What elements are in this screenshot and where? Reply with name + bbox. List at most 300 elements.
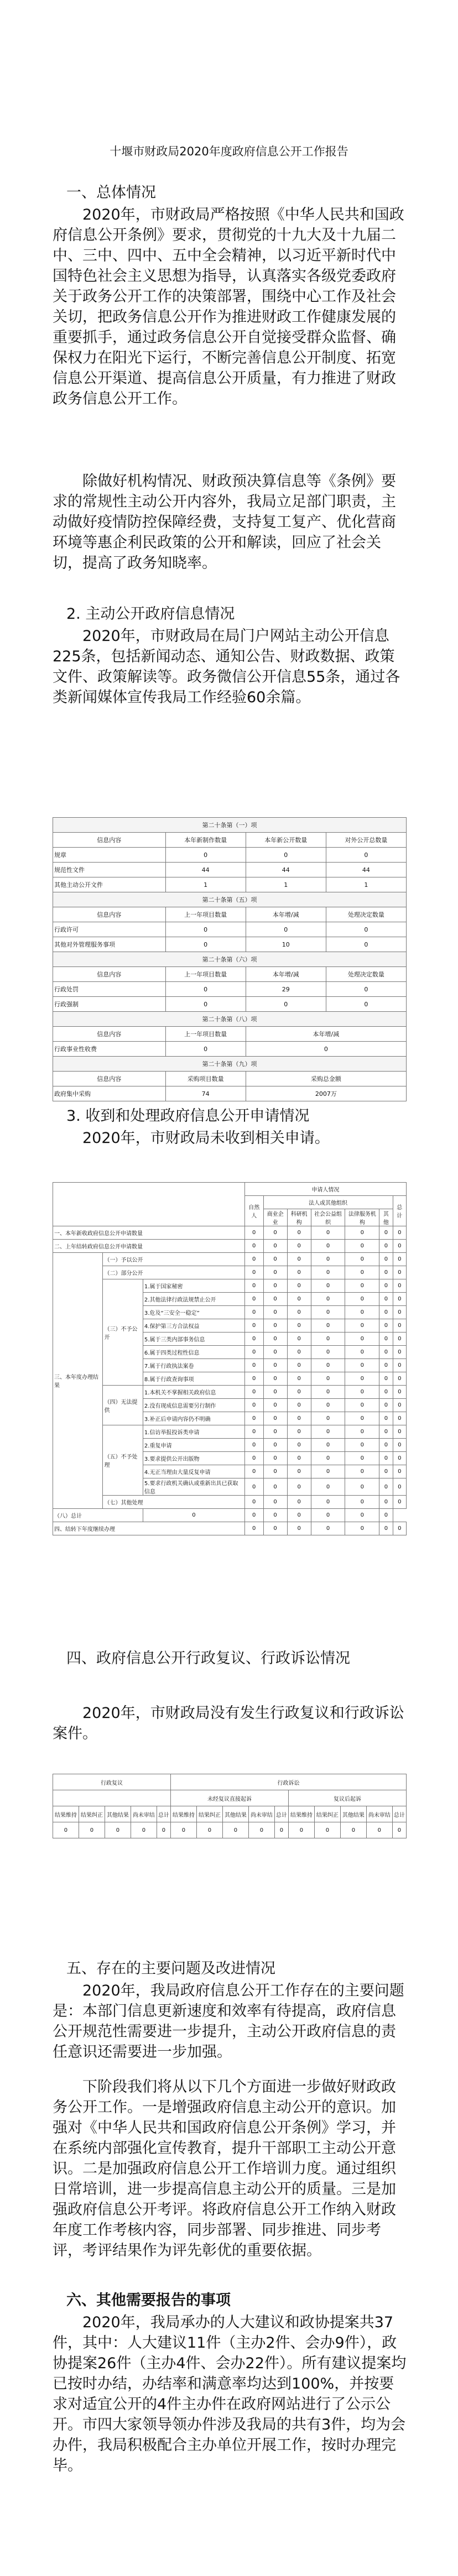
review-column-header: 结果维持 [53,1806,79,1822]
cell-value: 0 [244,1372,263,1386]
cell-value: 0 [379,1452,393,1465]
cell-value: 0 [345,1522,379,1535]
cell-value: 0 [379,1293,393,1306]
cell-value: 0 [244,1412,263,1425]
cell-value: 0 [263,1346,287,1359]
cell-value: 0 [379,1465,393,1478]
table-row [53,997,407,1012]
section-5-paragraph-1: 2020年，我局政府信息公开工作存在的主要问题是：本部门信息更新速度和效率有待提高，政府信息公开规范性需要进一步提升，主动公开政府信息的责任意识还需要进一步加强。 [53,1982,404,2061]
table1-column-header: 本年增/减 [246,967,326,982]
row-label: 2.没有现成信息需要另行制作 [143,1399,244,1412]
cell-value: 0 [393,1496,406,1509]
table-row [53,1386,407,1399]
review-lawsuit-table [53,1774,407,1838]
review-column-header: 结果纠正 [79,1806,105,1822]
section-2-paragraph-1: 2020年，市财政局在局门户网站主动公开信息225条，包括新闻动态、通知公告、财政数据、政策文件、政策解读等。政务微信公开信息55条，通过各类新闻媒体宣传我局工作经验60余篇。 [53,628,400,706]
row-label: 行政处罚 [53,982,166,997]
row-label: 5.要求行政机关确认或重新出具已获取信息 [143,1478,244,1496]
cell-value: 0 [263,1359,287,1372]
lawsuit-column-header: 结果维持 [170,1806,196,1822]
cell-value: 0 [165,937,246,952]
cell-value: 0 [165,997,246,1012]
cell-value: 0 [392,1822,406,1838]
table-row [53,1042,407,1057]
lawsuit-column-header: 结果纠正 [196,1806,222,1822]
cell-value: 0 [263,1293,287,1306]
cell-value: 0 [143,1509,244,1522]
cell-value: 0 [263,1306,287,1319]
cell-value: 0 [311,1399,345,1412]
cell-value: 0 [196,1822,222,1838]
cell-value: 0 [379,1226,393,1240]
cell-value: 0 [244,1279,263,1293]
cell-value: 0 [345,1412,379,1425]
review-column-header: 总计 [157,1806,170,1822]
row-label: 1.本机关不掌握相关政府信息 [143,1386,244,1399]
row-label: 规章 [53,848,166,863]
row-label: 3.危及“三安全一稳定” [143,1306,244,1319]
cell-value: 0 [170,1822,196,1838]
cell-value: 0 [287,1412,311,1425]
cell-value: 0 [379,1333,393,1346]
sub-header-legal-service: 法律服务机构 [345,1209,379,1226]
cell-value: 0 [244,1319,263,1333]
cell-value: 0 [287,1509,311,1522]
cell-value: 0 [379,1399,393,1412]
cell-value: 44 [326,863,406,877]
cell-value: 0 [79,1822,105,1838]
section-3-paragraph-1: 2020年，市财政局未收到相关申请。 [82,1130,330,1147]
cell-value: 0 [287,1425,311,1439]
legal-entity-header: 法人或其他组织 [263,1196,393,1209]
cell-value: 0 [287,1253,311,1266]
row-label: 其他对外管理服务事项 [53,937,166,952]
section-6-paragraph-1: 2020年，我局承办的人大建议和政协提案共37件，其中：人大建议11件（主办2件、会办9件），政协提案26件（主办4件、会办22件）。所有建议提案均已按时办结，办结率和满意率均达到100%，并按要求对适宜公开的4件主办件在政府网站进行了公示公开。市四大家领导领办件涉及我局的共有3件，均为会办件，我局积极配合主办单位开展工作，按时办理完毕。 [53,2314,407,2474]
section-1-paragraph-2: 除做好机构情况、财政预决算信息等《条例》要求的常规性主动公开内容外，我局立足部门职责，主动做好疫情防控保障经费，支持复工复产、优化营商环境等惠企利民政策的公开和解读，回应了社会关切，提高了政务知晓率。 [53,473,396,572]
direct-lawsuit-header: 未经复议直接起诉 [170,1790,288,1806]
cell-value: 0 [379,1319,393,1333]
cell-value: 0 [248,1822,274,1838]
row-label: 规范性文件 [53,863,166,877]
cell-value: 0 [345,1346,379,1359]
cell-value: 0 [263,1333,287,1346]
table1-section-header: 第二十条第（一）项 [53,818,407,833]
cell-value: 0 [263,1439,287,1452]
cell-value: 0 [246,997,326,1012]
cell-value: 0 [244,1496,263,1509]
total-header: 总计 [393,1196,406,1226]
table1-column-header: 信息内容 [53,1072,166,1086]
cell-value: 0 [311,1346,345,1359]
cell-value: 0 [311,1439,345,1452]
cell-value: 0 [263,1478,287,1496]
lawsuit-column-header: 结果维持 [288,1806,314,1822]
cell-value: 0 [379,1279,393,1293]
cell-value: 0 [263,1226,287,1240]
cell-value: 0 [263,1412,287,1425]
cell-value: 0 [326,922,406,937]
table-row [53,863,407,877]
cell-value: 0 [311,1319,345,1333]
cell-value: 0 [244,1266,263,1279]
sub-header-other: 其他 [379,1209,393,1226]
cell-value: 0 [379,1346,393,1359]
cell-value: 0 [244,1293,263,1306]
cell-value: 0 [393,1226,406,1240]
cell-value: 0 [311,1240,345,1253]
section-4-heading: 四、政府信息公开行政复议、行政诉讼情况 [66,1650,350,1667]
cell-value: 0 [263,1319,287,1333]
section-1-heading: 一、总体情况 [66,184,156,201]
review-column-header: 其他结果 [105,1806,131,1822]
table-row [53,1240,407,1253]
applicant-header: 申请人情况 [244,1183,406,1196]
after-review-header: 复议后起诉 [288,1790,406,1806]
cell-value: 0 [244,1478,263,1496]
cell-value: 0 [311,1509,345,1522]
row-label: 6.属于四类过程性信息 [143,1346,244,1359]
cell-value: 0 [105,1822,131,1838]
row-label: 5.属于三类内部事务信息 [143,1333,244,1346]
cell-value: 0 [311,1478,345,1496]
cell-value: 0 [311,1412,345,1425]
cell-value: 0 [311,1372,345,1386]
row-label: 2.其他法律行政法规禁止公开 [143,1293,244,1306]
cell-value: 0 [311,1425,345,1439]
cell-value: 0 [263,1253,287,1266]
cell-value: 0 [379,1306,393,1319]
cell-value: 0 [244,1226,263,1240]
row-label: （八）总计 [53,1509,143,1522]
section-4-paragraph-1: 2020年，市财政局没有发生行政复议和行政诉讼案件。 [53,1705,404,1742]
cell-value: 0 [311,1465,345,1478]
section-5-paragraph-2: 下阶段我们将从以下几个方面进一步做好财政政务公开工作。一是增强政府信息主动公开的意识。加强对《中华人民共和国政府信息公开条例》学习，并在系统内部强化宣传教育，提升干部职工主动公开意识。二是加强政府信息公开工作培训力度。通过组织日常培训，进一步提高信息主动公开的质量。三是加强政府信息公开考评。将政府信息公开工作纳入财政年度工作考核内容，同步部署、同步推进、同步考评，考评结果作为评先彰优的重要依据。 [53,2078,396,2259]
cell-value: 0 [287,1372,311,1386]
cell-value: 0 [263,1240,287,1253]
cell-value: 0 [393,1279,406,1293]
cell-value: 0 [287,1386,311,1399]
table-row [53,1425,407,1439]
cell-value: 0 [311,1266,345,1279]
cell-value: 0 [345,1452,379,1465]
cell-value: 0 [311,1522,345,1535]
cell-value: 0 [345,1399,379,1412]
cell-value: 1 [326,877,406,892]
cell-value: 0 [393,1425,406,1439]
cell-value: 0 [287,1465,311,1478]
cell-value: 0 [393,1266,406,1279]
row-label: 2.重复申请 [143,1439,244,1452]
table1-column-header: 本年增/减 [246,907,326,922]
cell-value: 0 [311,1452,345,1465]
page-title: 十堰市财政局2020年度政府信息公开工作报告 [110,145,348,158]
cell-value: 0 [345,1333,379,1346]
table1-column-header: 上一年项目数量 [165,907,246,922]
cell-value: 0 [287,1522,311,1535]
cell-value: 0 [311,1333,345,1346]
cell-value: 1 [246,877,326,892]
cell-value: 0 [157,1822,170,1838]
cell-value: 74 [165,1086,246,1101]
lawsuit-header: 行政诉讼 [170,1774,406,1790]
table1-column-header: 上一年项目数量 [165,967,246,982]
table-row [53,1509,407,1522]
cell-value: 0 [244,1333,263,1346]
cell-value: 0 [345,1319,379,1333]
row-label: （一）予以公开 [103,1253,244,1266]
table-row [53,1279,407,1293]
cell-value: 0 [340,1822,366,1838]
cell-value: 0 [393,1359,406,1372]
row-label: 行政事业性收费 [53,1042,166,1057]
cell-value: 0 [263,1465,287,1478]
cell-value: 0 [326,982,406,997]
cell-value: 0 [345,1425,379,1439]
table1-section-header: 第二十条第（八）项 [53,1012,407,1027]
cell-value: 1 [165,877,246,892]
cell-value: 0 [287,1496,311,1509]
row-label: （七）其他处理 [103,1496,244,1509]
cell-value: 0 [379,1412,393,1425]
review-spacer [53,1790,171,1806]
lawsuit-column-header: 总计 [392,1806,406,1822]
table-row [53,1086,407,1101]
table1-column-header: 信息内容 [53,907,166,922]
section-2-heading: 2. 主动公开政府信息情况 [66,605,235,623]
cell-value: 0 [345,1439,379,1452]
cell-value: 0 [287,1266,311,1279]
cell-value: 0 [345,1293,379,1306]
row-label: 7.属于行政执法案卷 [143,1359,244,1372]
cell-value: 0 [131,1822,157,1838]
cell-value: 0 [287,1279,311,1293]
cannot-provide-side-label: （四）无法提供 [103,1386,143,1425]
cell-value: 0 [222,1822,248,1838]
cell-value: 0 [246,1042,406,1057]
cell-value: 0 [345,1240,379,1253]
cell-value: 0 [244,1399,263,1412]
cell-value: 0 [393,1372,406,1386]
cell-value: 0 [345,1372,379,1386]
table1-section-header: 第二十条第（五）项 [53,892,407,907]
cell-value: 0 [311,1359,345,1372]
row-label: 行政强制 [53,997,166,1012]
cell-value: 0 [379,1372,393,1386]
applications-table [53,1182,407,1535]
table1-column-header: 处理决定数量 [326,907,406,922]
section-5-heading: 五、存在的主要问题及改进情况 [66,1960,275,1977]
natural-person-header: 自然人 [244,1196,263,1226]
cell-value: 0 [393,1293,406,1306]
section-3-heading: 3. 收到和处理政府信息公开申请情况 [66,1107,310,1125]
cell-value: 0 [311,1253,345,1266]
cell-value: 0 [246,922,326,937]
cell-value: 0 [393,1319,406,1333]
cell-value: 0 [244,1306,263,1319]
cell-value: 0 [379,1439,393,1452]
cell-value: 0 [287,1399,311,1412]
cell-value: 0 [263,1496,287,1509]
cell-value: 0 [287,1306,311,1319]
cell-value: 0 [345,1306,379,1319]
row-label: （二）部分公开 [103,1266,244,1279]
row-label: 1.属于国家秘密 [143,1279,244,1293]
cell-value: 0 [311,1386,345,1399]
cell-value: 0 [263,1399,287,1412]
cell-value: 0 [379,1253,393,1266]
not-disclosed-side-label: （三）不予公开 [103,1279,143,1386]
cell-value: 0 [345,1386,379,1399]
cell-value: 0 [345,1496,379,1509]
lawsuit-column-header: 结果纠正 [314,1806,340,1822]
cell-value: 0 [287,1346,311,1359]
cell-value: 0 [165,982,246,997]
row-label: 一、本年新收政府信息公开申请数量 [53,1226,245,1240]
row-label: 政府集中采购 [53,1086,166,1101]
review-column-header: 尚未审结 [131,1806,157,1822]
cell-value: 0 [393,1452,406,1465]
table1-column-header: 采购总金额 [246,1072,406,1086]
cell-value: 0 [379,1522,393,1535]
cell-value: 0 [393,1253,406,1266]
table-row [53,982,407,997]
table1-column-header: 信息内容 [53,1027,166,1042]
table1-column-header: 信息内容 [53,967,166,982]
cell-value: 0 [287,1359,311,1372]
cell-value: 0 [311,1293,345,1306]
cell-value: 0 [379,1266,393,1279]
cell-value: 0 [345,1465,379,1478]
cell-value: 0 [287,1319,311,1333]
cell-value: 0 [165,1042,246,1057]
table-row [53,922,407,937]
lawsuit-column-header: 总计 [274,1806,288,1822]
cell-value: 0 [165,848,246,863]
cell-value: 0 [311,1279,345,1293]
cell-value: 0 [244,1253,263,1266]
row-label: 四、结转下年度继续办理 [53,1522,245,1535]
cell-value: 0 [244,1346,263,1359]
cell-value: 44 [246,863,326,877]
cell-value: 0 [263,1425,287,1439]
table1-column-header: 本年新公开数量 [246,833,326,848]
not-processed-side-label: （五）不予处理 [103,1425,143,1496]
lawsuit-column-header: 其他结果 [340,1806,366,1822]
cell-value: 0 [311,1306,345,1319]
cell-value: 0 [379,1509,393,1522]
cell-value: 0 [287,1478,311,1496]
table1-column-header: 对外公开总数量 [326,833,406,848]
sub-header-research: 科研机构 [287,1209,311,1226]
cell-value: 0 [379,1240,393,1253]
row-label: 二、上年结转政府信息公开申请数量 [53,1240,245,1253]
cell-value: 0 [326,937,406,952]
row-label: 行政许可 [53,922,166,937]
row-label: 4.保护第三方合法权益 [143,1319,244,1333]
cell-value: 0 [263,1522,287,1535]
cell-value: 0 [345,1509,379,1522]
cell-value: 0 [345,1226,379,1240]
cell-value: 44 [165,863,246,877]
row-label: 3.补正后申请内容仍不明确 [143,1412,244,1425]
row-label: 其他主动公开文件 [53,877,166,892]
table1-column-header: 处理决定数量 [326,967,406,982]
cell-value: 0 [326,848,406,863]
cell-value: 0 [393,1412,406,1425]
cell-value: 0 [393,1522,406,1535]
cell-value: 0 [393,1386,406,1399]
cell-value: 0 [393,1306,406,1319]
table-row [53,1496,407,1509]
cell-value: 0 [345,1253,379,1266]
table1-section-header: 第二十条第（九）项 [53,1057,407,1072]
table1-column-header: 上一年项目数量 [165,1027,246,1042]
cell-value: 0 [314,1822,340,1838]
cell-value: 0 [379,1425,393,1439]
lawsuit-column-header: 其他结果 [222,1806,248,1822]
section-1-paragraph-1: 2020年，市财政局严格按照《中华人民共和国政府信息公开条例》要求，贯彻党的十九大及十九届二中、三中、四中、五中全会精神，以习近平新时代中国特色社会主义思想为指导，认真落实各级党委政府关于政务公开工作的决策部署，围绕中心工作及社会关切，把政务信息公开作为推进财政工作健康发展的重要抓手，通过政务信息公开自觉接受群众监督、确保权力在阳光下运行，不断完善信息公开制度、拓宽信息公开渠道、提高信息公开质量，有力推进了财政政务信息公开工作。 [53,206,404,407]
cell-value: 0 [244,1386,263,1399]
table1-column-header: 本年增/减 [246,1027,406,1042]
sub-header-business: 商业企业 [263,1209,287,1226]
cell-value: 0 [263,1266,287,1279]
cell-value: 0 [244,1240,263,1253]
cell-value: 0 [379,1478,393,1496]
cell-value: 0 [263,1386,287,1399]
lawsuit-column-header: 尚未审结 [366,1806,392,1822]
cell-value: 0 [379,1359,393,1372]
cell-value: 0 [311,1496,345,1509]
cell-value: 0 [244,1425,263,1439]
cell-value: 2007万 [246,1086,406,1101]
cell-value: 0 [345,1266,379,1279]
sub-header-nonprofit: 社会公益组织 [311,1209,345,1226]
table-row [53,1226,407,1240]
cell-value: 0 [393,1399,406,1412]
cell-value: 0 [263,1372,287,1386]
cell-value: 0 [287,1240,311,1253]
table1-column-header: 采购项目数量 [165,1072,246,1086]
cell-value: 0 [366,1822,392,1838]
row-label: 3.要求提供公开出版物 [143,1452,244,1465]
table-row [53,937,407,952]
row-label: 1.信访举报投诉类申请 [143,1425,244,1439]
cell-value: 0 [244,1509,263,1522]
cell-value: 0 [287,1439,311,1452]
cell-value: 0 [53,1822,79,1838]
lawsuit-column-header: 尚未审结 [248,1806,274,1822]
cell-value: 0 [311,1226,345,1240]
cell-value: 0 [244,1439,263,1452]
cell-value: 0 [393,1346,406,1359]
cell-value: 0 [287,1452,311,1465]
cell-value: 0 [287,1333,311,1346]
cell-value: 0 [288,1822,314,1838]
cell-value: 0 [287,1226,311,1240]
cell-value: 0 [345,1478,379,1496]
cell-value: 0 [326,997,406,1012]
table-row [53,1253,407,1266]
cell-value: 0 [165,922,246,937]
row-label: 8.属于行政查询事项 [143,1372,244,1386]
cell-value: 0 [244,1465,263,1478]
proactive-disclosure-table [53,817,407,1101]
row-label: 4.无正当理由大量反复申请 [143,1465,244,1478]
cell-value: 29 [246,982,326,997]
cell-value: 0 [379,1386,393,1399]
review-header: 行政复议 [53,1774,171,1790]
cell-value: 0 [287,1293,311,1306]
